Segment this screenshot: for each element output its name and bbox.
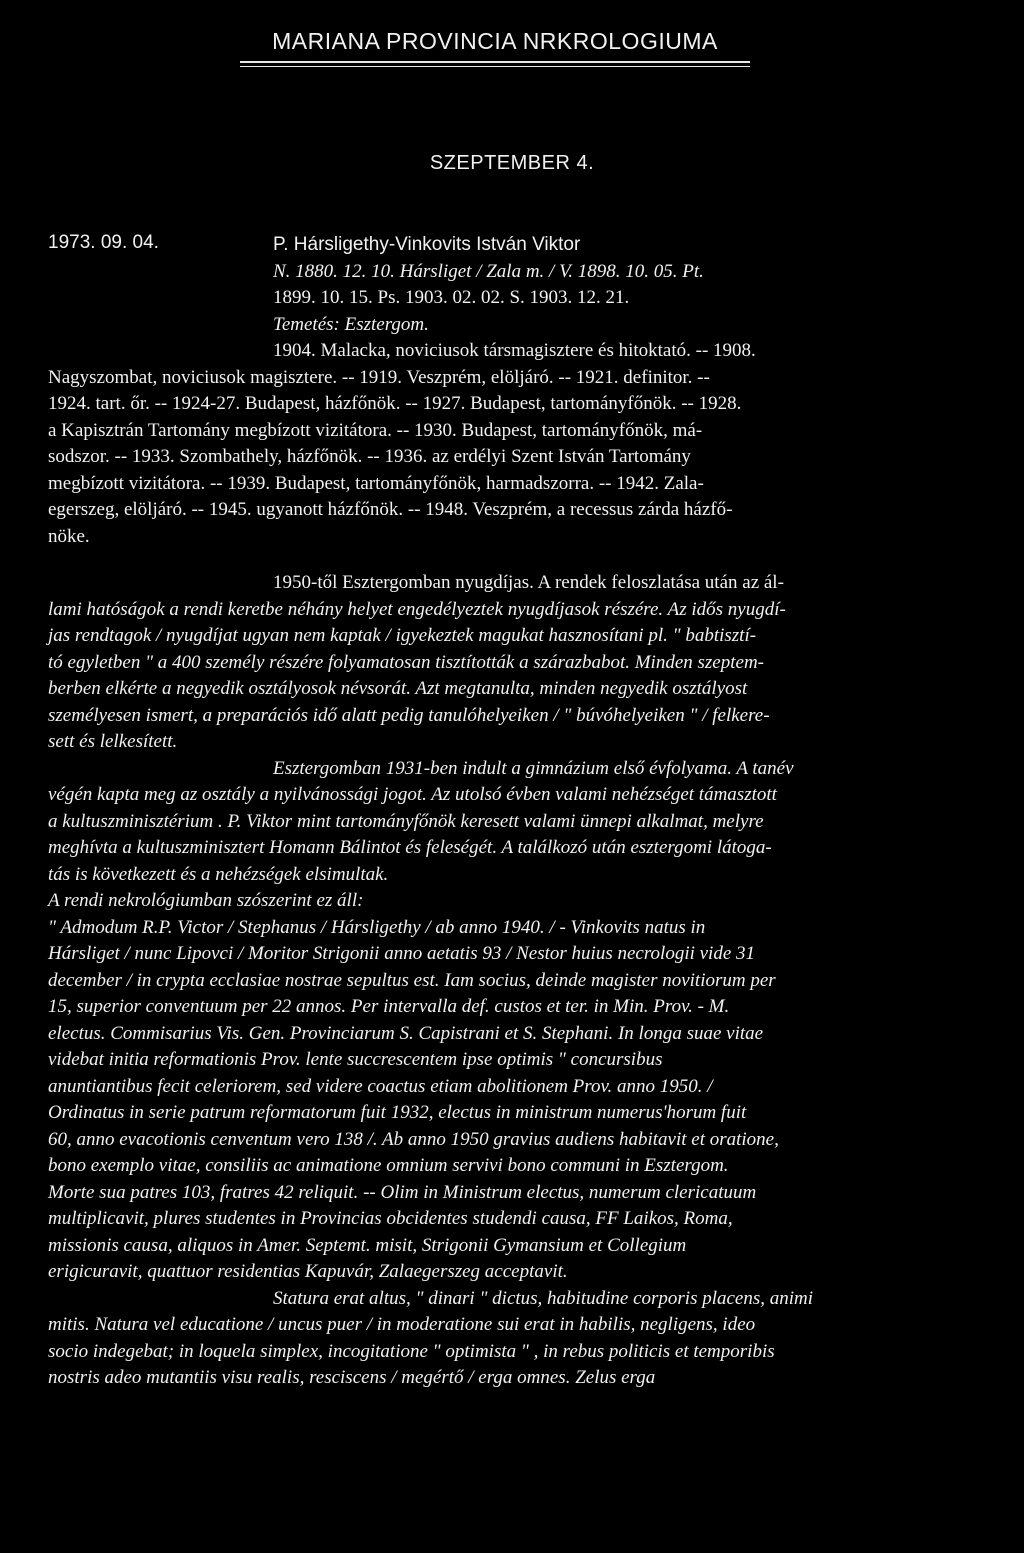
latin-line: 60, anno evacotionis cenventum vero 138 /. Ab anno 1950 gravius audiens habitavit et oratione,: [48, 1128, 779, 1150]
entry-birth: N. 1880. 12. 10. Hársliget / Zala m. / V. 1898. 10. 05. Pt.: [273, 260, 704, 282]
entry-date: 1973. 09. 04.: [48, 232, 159, 253]
career-line: nöke.: [48, 525, 90, 547]
statura-line: nostris adeo mutantiis visu realis, resciscens / megértő / erga omnes. Zelus erga: [48, 1367, 656, 1388]
career-line: megbízott vizitátora. -- 1939. Budapest, tartományfőnök, harmadszorra. -- 1942. Zala-: [48, 472, 704, 494]
gymnasium-line: A rendi nekrológiumban szószerint ez áll:: [48, 890, 364, 911]
latin-line: Morte sua patres 103, fratres 42 reliquit. -- Olim in Ministrum electus, numerum clericatuum: [48, 1181, 757, 1203]
retirement-line: lami hatóságok a rendi keretbe néhány helyet engedélyeztek nyugdíjasok részére. Az idős nyugdí-: [48, 598, 786, 620]
retirement-line: berben elkérte a negyedik osztályosok névsorát. Azt megtanulta, minden negyedik osztályost: [48, 678, 748, 699]
latin-line: videbat initia reformationis Prov. lente succrescentem ipse optimis " concursibus: [48, 1049, 663, 1070]
statura-line: Statura erat altus, " dinari " dictus, habitudine corporis placens, animi: [273, 1287, 814, 1309]
latin-line: 15, superior conventuum per 22 annos. Per intervalla def. custos et ter. in Min. Prov. - M.: [48, 996, 730, 1017]
retirement-line: sett és lelkesített.: [48, 731, 178, 752]
latin-line: december / in crypta ecclasiae nostrae sepultus est. Iam socius, deinde magister novitiorum per: [48, 969, 776, 991]
page-header: [240, 28, 750, 67]
gymnasium-line: végén kapta meg az osztály a nyilvánossági jogot. Az utolsó évben valami nehézséget támasztott: [48, 784, 777, 805]
gymnasium-line: Esztergomban 1931-ben indult a gimnázium első évfolyama. A tanév: [273, 757, 794, 779]
gymnasium-line: a kultuszminisztérium . P. Viktor mint tartományfőnök keresett valami ünnepi alkalmat, melyre: [48, 810, 764, 832]
entry-name: P. Hársligethy-Vinkovits István Viktor: [273, 234, 581, 255]
latin-line: electus. Commisarius Vis. Gen. Provinciarum S. Capistrani et S. Stephani. In longa suae vitae: [48, 1022, 764, 1044]
career-line: sodszor. -- 1933. Szombathely, házfőnök. -- 1936. az erdélyi Szent István Tartomány: [48, 446, 691, 467]
latin-line: erigicuravit, quattuor residentias Kapuvár, Zalaegerszeg acceptavit.: [48, 1261, 568, 1282]
statura-line: mitis. Natura vel educatione / uncus puer / in moderatione sui erat in habilis, negligens, ideo: [48, 1314, 756, 1335]
latin-line: Hársliget / nunc Lipovci / Moritor Strigonii anno aetatis 93 / Nestor huius necrologii vide 31: [48, 943, 756, 964]
career-line: 1904. Malacka, noviciusok társmagisztere és hitoktató. -- 1908.: [273, 340, 756, 361]
header-rule: [240, 61, 750, 63]
statura-line: socio indegebat; in loquela simplex, incogitatione " optimista " , in rebus politicis et temporibis: [48, 1340, 775, 1362]
latin-line: anuntiantibus fecit celeriorem, sed videre coactus etiam abolitionem Prov. anno 1950. /: [48, 1075, 713, 1097]
latin-line: multiplicavit, plures studentes in Provincias obcidentes studendi causa, FF Laikos, Roma,: [48, 1208, 733, 1229]
retirement-line: személyesen ismert, a preparációs idő alatt pedig tanulóhelyeiken / " búvóhelyeiken " / felkere-: [48, 704, 770, 726]
date-heading: SZEPTEMBER 4.: [429, 152, 595, 174]
gymnasium-line: tás is következett és a nehézségek elsimultak.: [48, 863, 389, 885]
biography-block: [48, 232, 978, 550]
latin-line: missionis causa, aliquos in Amer. Septemt. misit, Strigonii Gymansium et Collegium: [48, 1234, 687, 1256]
gymnasium-line: meghívta a kultuszminisztert Homann Bálintot és feleségét. A találkozó után esztergomi látoga-: [48, 837, 772, 858]
retirement-line: 1950-től Esztergomban nyugdíjas. A rendek feloszlatása után az ál-: [273, 572, 784, 593]
header-rule-thin: [240, 66, 750, 67]
career-line: Nagyszombat, noviciusok magisztere. -- 1919. Veszprém, elöljáró. -- 1921. definitor. --: [48, 366, 710, 388]
entry-burial: Temetés: Esztergom.: [273, 313, 429, 335]
latin-line: Ordinatus in serie patrum reformatorum fuit 1932, electus in ministrum numerus'horum fuit: [48, 1102, 747, 1123]
body-text: [48, 570, 978, 1392]
entry-profession: 1899. 10. 15. Ps. 1903. 02. 02. S. 1903. 12. 21.: [273, 287, 630, 308]
retirement-line: tó egyletben " a 400 személy részére folyamatosan tisztították a szárazbabot. Minden szeptem-: [48, 651, 764, 673]
career-line: egerszeg, elöljáró. -- 1945. ugyanott házfőnök. -- 1948. Veszprém, a recessus zárda házfő-: [48, 499, 733, 520]
retirement-line: jas rendtagok / nyugdíjat ugyan nem kaptak / igyekeztek magukat hasznosítani pl. " babtisztí-: [48, 625, 757, 646]
career-line: 1924. tart. őr. -- 1924-27. Budapest, házfőnök. -- 1927. Budapest, tartományfőnök. -- 1928.: [48, 393, 742, 414]
latin-line: bono exemplo vitae, consiliis ac animatione omnium servivi bono communi in Esztergom.: [48, 1155, 729, 1176]
career-line: a Kapisztrán Tartomány megbízott vizitátora. -- 1930. Budapest, tartományfőnök, má-: [48, 419, 703, 441]
latin-line: " Admodum R.P. Victor / Stephanus / Hársligethy / ab anno 1940. / - Vinkovits natus in: [48, 916, 706, 938]
header-title: MARIANA PROVINCIA NRKROLOGIUMA: [272, 28, 718, 54]
